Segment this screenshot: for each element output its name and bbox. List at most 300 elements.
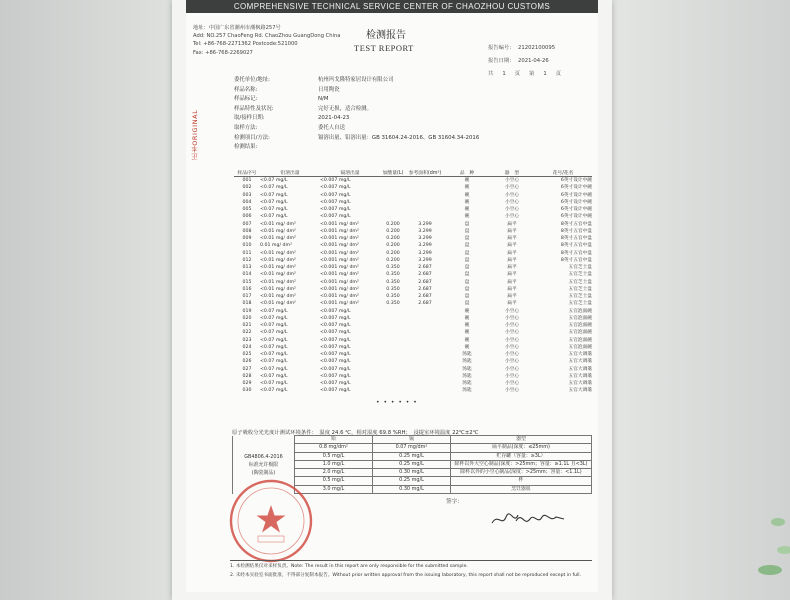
table-cell: 005 [242,207,252,212]
footer-divider [230,560,592,561]
table-cell: 025 [242,352,252,357]
table-cell: 盘 [464,279,470,285]
page-current: 1 [543,71,547,77]
table-row [234,257,592,264]
table-cell: 3.299 [418,236,432,241]
limits-cell: 除杯以外的小空心制品(深度：>25mm；容量：<1.1L) [451,469,592,477]
table-cell: 6英寸设计中碗 [560,199,592,205]
table-row [234,264,592,271]
table-cell: 五官大调羹 [568,381,592,386]
table-cell: 五官泡面碗 [568,344,592,350]
background-left [0,0,175,600]
table-cell: <0.07 mg/L [260,207,288,212]
standard-line: GB4806.4-2016 [244,453,283,460]
handwritten-signature [488,505,568,531]
table-cell [380,322,406,329]
table-row [234,300,592,307]
sample-info [234,76,479,153]
limits-cell: 杯 [451,477,592,485]
table-cell: 盘 [464,272,470,278]
table-cell: <0.07 mg/L [260,344,288,350]
table-cell: <0.007 mg/L [320,192,351,198]
table-cell: <0.07 mg/L [260,373,288,379]
info-value: 日用陶瓷 [318,86,340,93]
table-cell: 五官泡面碗 [568,315,592,321]
table-cell: 五官大调羹 [568,359,592,365]
table-cell [406,308,444,315]
table-cell: 0.200 [386,243,400,249]
table-cell: 五官大调羹 [568,352,592,357]
table-cell [380,337,406,344]
table-cell: 扁平 [507,250,517,256]
table-cell: 022 [242,330,252,336]
table-cell: 扁平 [507,279,517,285]
table-cell: 碗 [464,192,470,198]
table-cell: <0.001 mg/ dm² [320,272,359,278]
table-cell [380,206,406,213]
table-cell [406,337,444,344]
table-row [234,206,592,213]
column-header: 花号/花名 [534,162,592,177]
limits-cell: 0.5 mg/L [295,477,373,485]
official-seal-stamp [228,478,314,564]
table-row [234,250,592,257]
info-label: 样品特性及状况: [234,105,274,112]
table-cell: 五官大调羹 [568,373,592,379]
table-row [234,344,592,351]
table-cell: 6英寸设计中碗 [560,192,592,198]
table-cell: 小空心 [504,352,520,357]
table-cell: 0.200 [386,257,400,263]
table-cell: <0.007 mg/L [320,381,351,386]
table-cell: 0.200 [386,236,400,241]
table-cell: <0.07 mg/L [260,366,288,372]
table-cell [406,351,444,358]
table-cell: <0.007 mg/L [320,388,351,394]
table-cell: <0.01 mg/ dm² [260,257,296,263]
table-cell: 盘 [464,294,470,299]
table-cell: 015 [242,279,252,285]
table-cell: 碗 [464,308,470,314]
info-value: 委托人自送 [318,124,345,131]
table-cell: <0.01 mg/ dm² [260,301,296,307]
table-cell: 014 [242,272,252,278]
table-cell [380,380,406,387]
table-cell [406,329,444,336]
table-cell: 3.299 [418,243,432,249]
address-line: 地址：中国广东省潮州市潮枫路257号 [193,25,281,31]
table-cell: 碗 [464,185,470,191]
column-header: 品 种 [444,162,490,177]
info-label: 取样方法: [234,124,258,131]
limits-header-row [233,436,592,444]
table-cell [406,199,444,206]
table-cell: <0.007 mg/L [320,337,351,343]
table-row [234,177,592,185]
table-cell: 026 [242,359,252,365]
table-cell: 8英寸五官中盘 [560,236,592,241]
limits-cell: 0.25 mg/L [373,452,451,460]
table-cell: 030 [242,388,252,394]
info-value: 2021-04-23 [318,115,350,122]
info-row [234,86,479,96]
table-cell: 小空心 [504,207,520,212]
table-row [234,315,592,322]
table-cell: 五官芝士盘 [568,265,592,270]
table-cell: 小空心 [504,214,520,220]
table-cell: 004 [242,199,252,205]
table-cell [406,177,444,185]
limits-column-header: 器型 [451,436,592,444]
table-cell: 盘 [464,301,470,307]
table-cell: 024 [242,344,252,350]
standard-line: 标准允许极限 [248,461,279,468]
table-cell: 小空心 [504,192,520,198]
header-banner: COMPREHENSIVE TECHNICAL SERVICE CENTER OF CHAOZHOU CUSTOMS [186,0,598,13]
report-date: 2021-04-26 [518,58,549,64]
limits-cell: 0.30 mg/L [373,485,451,493]
table-cell [380,308,406,315]
table-cell [406,387,444,394]
table-cell: 盘 [464,257,470,263]
table-cell: 027 [242,366,252,372]
limits-cell: 1.0 mg/L [295,460,373,468]
address-line: Tel: +86-768-2271362 Postcode:521000 [193,41,298,48]
table-cell: 6英寸设计中碗 [560,214,592,220]
table-cell [406,213,444,220]
report-paper [186,0,598,592]
table-cell [380,387,406,394]
table-cell: 碗 [464,330,470,336]
info-row [234,76,479,86]
table-cell: 汤匙 [462,373,472,379]
table-cell: 小空心 [504,388,520,394]
table-cell: 8英寸五官中盘 [560,228,592,234]
table-cell: 五官大调羹 [568,366,592,372]
table-row [234,293,592,300]
table-cell: <0.01 mg/ dm² [260,279,296,285]
table-row [234,213,592,220]
table-cell: <0.01 mg/ dm² [260,221,296,227]
report-no: 21202100095 [518,45,556,51]
table-cell [380,351,406,358]
table-cell [406,192,444,199]
table-cell: 018 [242,301,252,307]
table-cell [406,184,444,191]
table-cell: 6英寸设计中碗 [560,207,592,212]
table-row [234,271,592,278]
table-cell: 五官泡面碗 [568,308,592,314]
table-cell: <0.07 mg/L [260,185,288,191]
table-cell: 小空心 [504,344,520,350]
table-cell: 0.350 [386,294,400,299]
address-line: Add: NO.257 ChaoFeng Rd. ChaoZhou GuangDong China [193,33,341,40]
table-row [234,235,592,242]
table-cell: 0.01 mg/ dm² [260,243,292,249]
table-row [234,199,592,206]
table-cell: <0.007 mg/L [320,207,351,212]
table-cell: <0.07 mg/L [260,359,288,365]
plant-leaves-decoration [730,430,790,600]
table-cell: <0.001 mg/ dm² [320,257,359,263]
table-cell: 028 [242,373,252,379]
info-label: 取/接样日期: [234,115,265,122]
table-cell: 汤匙 [462,381,472,386]
table-cell [406,315,444,322]
table-cell [380,329,406,336]
table-cell: <0.01 mg/ dm² [260,228,296,234]
limits-cell: 贮存罐（容量：≥3L） [451,452,592,460]
environment-conditions: 原子吸收分光光度计测试环境条件： 温度 24.6 ℃，相对湿度 69.8 %RH； 浸提室环境温度 22℃±2℃ [232,430,479,436]
report-title-cn: 检测报告 [366,30,406,41]
table-cell [380,366,406,373]
table-cell [406,380,444,387]
table-cell: 2.687 [418,301,432,307]
info-value: 完好无损，适合检测。 [318,105,372,112]
address-block [193,24,343,57]
table-cell [380,213,406,220]
table-cell: 011 [242,250,252,256]
table-cell: <0.01 mg/ dm² [260,272,296,278]
table-cell: <0.001 mg/ dm² [320,228,359,234]
report-no-label: 报告编号： [488,45,515,51]
table-cell [380,199,406,206]
table-cell: <0.001 mg/ dm² [320,236,359,241]
table-row [234,358,592,365]
table-cell: 扁平 [507,265,517,270]
table-cell: 008 [242,228,252,234]
table-cell: 小空心 [504,359,520,365]
table-cell: 扁平 [507,228,517,234]
table-cell: 五官泡面碗 [568,337,592,343]
table-cell: 小空心 [504,330,520,336]
table-row [234,387,592,394]
table-cell: 盘 [464,250,470,256]
info-row [234,124,479,134]
table-row [234,329,592,336]
table-cell: 五官大调羹 [568,388,592,394]
table-row [234,286,592,293]
table-cell: 012 [242,257,252,263]
table-cell: <0.001 mg/ dm² [320,250,359,256]
results-body [234,177,592,395]
table-row [234,322,592,329]
info-label: 样品名称: [234,86,258,93]
table-cell: 碗 [464,323,470,328]
info-label: 检测项目/方法: [234,134,270,141]
table-cell [406,373,444,380]
table-cell: <0.01 mg/ dm² [260,265,296,270]
table-cell: 小空心 [504,323,520,328]
table-cell: 021 [242,323,252,328]
table-cell: 2.687 [418,272,432,278]
limits-cell: 3.0 mg/L [295,485,373,493]
table-cell [380,358,406,365]
info-value: 杭州玛戈隆特家居设计有限公司 [318,77,394,83]
report-date-label: 报告日期： [488,58,515,64]
table-cell: 汤匙 [462,352,472,357]
info-label: 委托单位/地址: [234,77,270,83]
table-cell: 小空心 [504,366,520,372]
table-cell: 五官泡面碗 [568,330,592,336]
table-cell: 汤匙 [462,366,472,372]
table-cell: 3.299 [418,250,432,256]
column-header: 器 型 [490,162,534,177]
table-cell: 小空心 [504,381,520,386]
continuation-dots: • • • • • • [376,399,418,406]
table-row [234,184,592,191]
table-cell: 五官芝士盘 [568,272,592,278]
table-cell: 碗 [464,207,470,212]
info-row [234,134,479,144]
info-value: N/M [318,96,329,103]
table-cell [406,322,444,329]
signature-label: 签字： [446,499,463,505]
info-label: 检测结果: [234,144,258,151]
table-cell: 0.200 [386,250,400,256]
limits-cell: 烹饪器皿 [451,485,592,493]
table-cell [406,344,444,351]
report-title-en: TEST REPORT [354,43,414,53]
table-row [234,351,592,358]
page-word: 页 [514,71,520,77]
table-cell: 2.687 [418,294,432,299]
table-cell: <0.07 mg/L [260,323,288,328]
table-cell: <0.001 mg/ dm² [320,265,359,270]
table-row [234,337,592,344]
table-cell: <0.07 mg/L [260,337,288,343]
table-cell: 007 [242,221,252,227]
table-cell [406,358,444,365]
table-cell: <0.01 mg/ dm² [260,250,296,256]
limits-column-header: 镉 [373,436,451,444]
table-cell: 0.200 [386,228,400,234]
standard-line: (陶瓷制品) [251,469,276,476]
table-cell: <0.07 mg/L [260,308,288,314]
table-cell [406,366,444,373]
page-info [488,68,570,81]
table-cell: <0.007 mg/L [320,330,351,336]
table-cell: 碗 [464,315,470,321]
table-cell: 小空心 [504,178,520,183]
info-value: 镉溶出量、铅溶出量：GB 31604.24-2016、GB 31604.34-2016 [318,134,480,141]
table-cell: <0.001 mg/ dm² [320,294,359,299]
table-cell: 盘 [464,286,470,292]
table-cell: 8英寸五官中盘 [560,221,592,227]
table-cell: 盘 [464,236,470,241]
table-cell: 扁平 [507,294,517,299]
table-cell: 0.350 [386,265,400,270]
results-table [234,162,592,395]
limits-cell: 0.25 mg/L [373,477,451,485]
table-cell: <0.001 mg/ dm² [320,301,359,307]
table-row [234,221,592,228]
table-cell: 0.350 [386,286,400,292]
table-cell: 3.299 [418,221,432,227]
table-cell: <0.007 mg/L [320,214,351,220]
table-cell [380,315,406,322]
table-cell: <0.007 mg/L [320,359,351,365]
column-header: 铅溶出量 [260,162,320,177]
table-cell: <0.007 mg/L [320,366,351,372]
table-cell: <0.007 mg/L [320,323,351,328]
table-cell: 碗 [464,178,470,183]
table-row [234,228,592,235]
table-cell: <0.001 mg/ dm² [320,243,359,249]
table-cell [406,206,444,213]
table-cell: 029 [242,381,252,386]
column-header: 样品序号 [234,162,260,177]
info-row [234,114,479,124]
footer-note-2: 2. 未经本实验室书面批准，不得部分复制本报告。Without prior written approval from the issuing laboratory, this report shall not be reproduced except in full. [230,573,581,578]
limits-cell: 0.5 mg/L [295,452,373,460]
table-cell: 020 [242,315,252,321]
table-cell: 002 [242,185,252,191]
table-cell: 0.350 [386,279,400,285]
table-cell: <0.001 mg/ dm² [320,279,359,285]
table-cell [380,373,406,380]
limits-cell: 2.0 mg/L [295,469,373,477]
table-cell: 2.687 [418,286,432,292]
table-cell: 0.200 [386,221,400,227]
info-row [234,105,479,115]
table-cell: <0.01 mg/ dm² [260,236,296,241]
table-row [234,192,592,199]
table-cell: 碗 [464,214,470,220]
table-cell: 盘 [464,265,470,270]
table-cell: <0.007 mg/L [320,185,351,191]
table-cell: 3.299 [418,228,432,234]
page-word: 第 [529,71,535,77]
table-cell: 扁平 [507,243,517,249]
table-cell: 碗 [464,199,470,205]
info-row [234,143,479,153]
table-cell: 3.299 [418,257,432,263]
table-cell: 2.687 [418,265,432,270]
page-total: 1 [502,71,506,77]
table-cell: <0.07 mg/L [260,315,288,321]
table-cell: 009 [242,236,252,241]
table-cell: 8英寸五官中盘 [560,250,592,256]
column-header: 镉溶出量 [320,162,380,177]
table-cell: 五官芝士盘 [568,294,592,299]
table-cell: 五官泡面碗 [568,323,592,328]
table-cell: 五官芝士盘 [568,279,592,285]
table-cell: 0.350 [386,301,400,307]
footer-note-1: 1. 本检测结果仅对来样负责。Note: The result in this report are only responsible for the submitted sample. [230,564,468,569]
table-cell: <0.07 mg/L [260,381,288,386]
table-cell: 扁平 [507,301,517,307]
table-cell [380,192,406,199]
table-cell: 盘 [464,243,470,249]
table-row [234,366,592,373]
limits-cell: 0.8 mg/dm² [295,444,373,452]
limits-cell: 0.25 mg/L [373,460,451,468]
limits-cell: 0.07 mg/dm² [373,444,451,452]
table-row [234,373,592,380]
table-cell: 碗 [464,344,470,350]
table-cell: 扁平 [507,221,517,227]
info-label: 样品标记: [234,96,258,103]
table-cell: <0.007 mg/L [320,308,351,314]
table-row [234,279,592,286]
column-header: 参考面积(dm²) [406,162,444,177]
table-cell: <0.001 mg/ dm² [320,221,359,227]
table-cell: 碗 [464,337,470,343]
table-cell: 汤匙 [462,359,472,365]
table-cell: 001 [242,178,252,183]
table-cell: <0.07 mg/L [260,199,288,205]
